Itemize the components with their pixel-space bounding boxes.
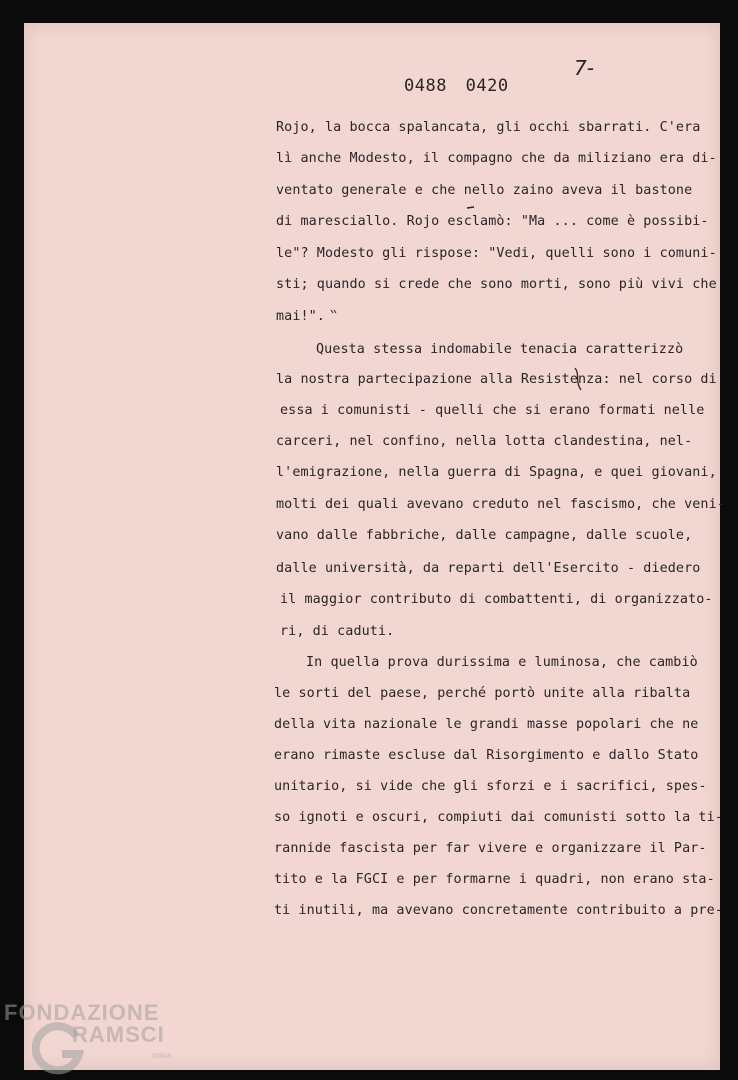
text-line: il maggior contributo di combattenti, di organizzato- bbox=[280, 592, 713, 607]
text-line: carceri, nel confino, nella lotta clandestina, nel- bbox=[276, 434, 693, 449]
text-line: molti dei quali avevano creduto nel fascismo, che veni- bbox=[276, 497, 725, 512]
text-line: lì anche Modesto, il compagno che da miliziano era di- bbox=[276, 151, 717, 166]
text-line: sti; quando si crede che sono morti, sono più vivi che bbox=[276, 277, 717, 292]
text-line: essa i comunisti - quelli che si erano formati nelle bbox=[280, 403, 705, 418]
text-line: mai!". bbox=[276, 309, 325, 324]
handwritten-tick-mark bbox=[330, 308, 338, 316]
fondazione-gramsci-watermark bbox=[4, 1000, 184, 1078]
text-line: vano dalle fabbriche, dalle campagne, dalle scuole, bbox=[276, 528, 693, 543]
text-line: ti inutili, ma avevano concretamente contribuito a pre- bbox=[274, 903, 723, 918]
document-number: 0488 0420 bbox=[404, 76, 509, 96]
text-line: di maresciallo. Rojo esclamò: "Ma ... come è possibi- bbox=[276, 214, 709, 229]
handwritten-page-number: 7- bbox=[574, 56, 594, 80]
text-line: In quella prova durissima e luminosa, che cambiò bbox=[306, 655, 698, 670]
text-line: unitario, si vide che gli sforzi e i sacrifici, spes- bbox=[274, 779, 707, 794]
text-line: Questa stessa indomabile tenacia caratterizzò bbox=[316, 342, 684, 357]
text-line: della vita nazionale le grandi masse popolari che ne bbox=[274, 717, 699, 732]
text-line: le"? Modesto gli rispose: "Vedi, quelli sono i comuni- bbox=[276, 246, 717, 261]
text-line: so ignoti e oscuri, compiuti dai comunisti sotto la ti- bbox=[274, 810, 723, 825]
watermark-sub: onlus bbox=[152, 1051, 172, 1060]
text-line: le sorti del paese, perché portò unite alla ribalta bbox=[274, 686, 691, 701]
text-line: la nostra partecipazione alla Resistenza: nel corso di bbox=[276, 372, 717, 387]
text-line: rannide fascista per far vivere e organizzare il Par- bbox=[274, 841, 707, 856]
text-line: l'emigrazione, nella guerra di Spagna, e quei giovani, bbox=[276, 465, 717, 480]
text-line: ventato generale e che nello zaino aveva il bastone bbox=[276, 183, 693, 198]
text-line: Rojo, la bocca spalancata, gli occhi sbarrati. C'era bbox=[276, 120, 701, 135]
text-line: erano rimaste escluse dal Risorgimento e dallo Stato bbox=[274, 748, 699, 763]
text-line: dalle università, da reparti dell'Esercito - diedero bbox=[276, 561, 701, 576]
text-line: ri, di caduti. bbox=[280, 624, 395, 639]
text-line: tito e la FGCI e per formarne i quadri, non erano sta- bbox=[274, 872, 715, 887]
watermark-line2: RAMSCI bbox=[72, 1022, 165, 1047]
watermark-line1: FONDAZIONE bbox=[4, 1000, 160, 1025]
handwritten-accent-mark bbox=[466, 204, 476, 212]
handwritten-correction-mark bbox=[572, 366, 584, 392]
